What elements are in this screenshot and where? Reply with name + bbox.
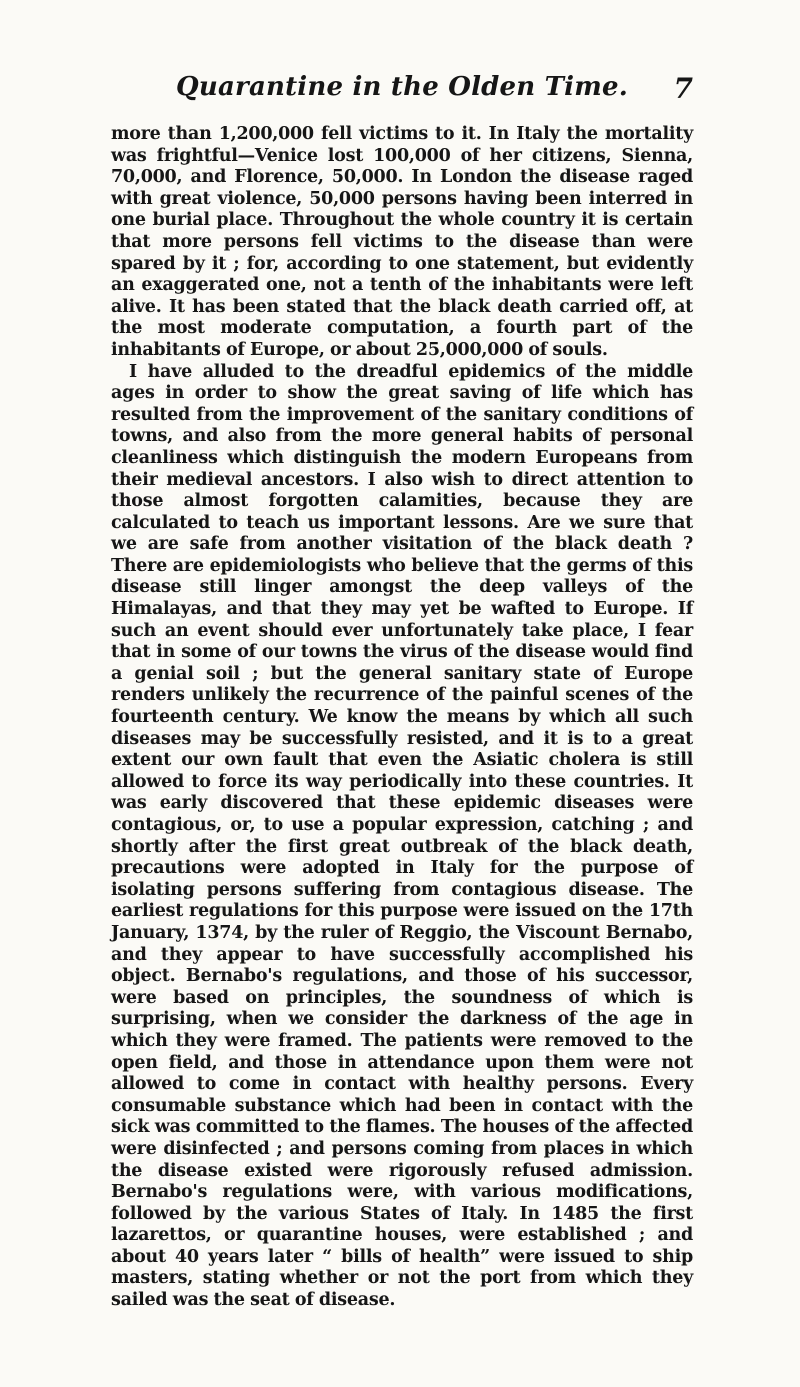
paragraph: more than 1,200,000 fell victims to it. In Italy the mortality was frightful—Venice lost 100,000 of her citizens, Sienna, 70,000, and Florence, 50,000. In London the disease raged with great violence, 50,000 persons having been interred in one burial place. Throughout the whole country it is certain that more persons fell victims to the disease than were spared by it ; for, according to one statement, but evidently an exaggerated one, not a tenth of the inhabitants were left alive. It has been stated that the black death carried off, at the most moderate computation, a fourth part of the inhabitants of Europe, or about 25,000,000 of souls. [111, 124, 693, 360]
body-text [111, 124, 693, 1312]
page-header [111, 72, 693, 112]
running-title: Quarantine in the Olden Time. [176, 72, 628, 102]
paragraph: I have alluded to the dreadful epidemics of the middle ages in order to show the great saving of life which has resulted from the improvement of the sanitary conditions of towns, and also from the more general habits of personal cleanliness which distinguish the modern Europeans from their medieval ancestors. I also wish to direct attention to those almost forgotten calamities, because they are calculated to teach us important lessons. Are we sure that we are safe from another visitation of the black death ? There are epidemiologists who believe that the germs of this disease still linger amongst the deep valleys of the Himalayas, and that they may yet be wafted to Europe. If such an event should ever unfortunately take place, I fear that in some of our towns the virus of the disease would find a genial soil ; but the general sanitary state of Europe renders unlikely the recurrence of the painful scenes of the fourteenth century. We know the means by which all such diseases may be successfully resisted, and it is to a great extent our own fault that even the Asiatic cholera is still allowed to force its way periodically into these countries. It was early discovered that these epidemic diseases were contagious, or, to use a popular expression, catching ; and shortly after the first great outbreak of the black death, precautions were adopted in Italy for the purpose of isolating persons suffering from contagious disease. The earliest regulations for this purpose were issued on the 17th January, 1374, by the ruler of Reggio, the Viscount Bernabo, and they appear to have successfully accomplished his object. Bernabo's regulations, and those of his successor, were based on principles, the soundness of which is surprising, when we consider the darkness of the age in which they were framed. The patients were removed to the open field, and those in attendance upon them were not allowed to come in contact with healthy persons. Every consumable substance which had been in contact with the sick was committed to the flames. The houses of the affected were disinfected ; and persons coming from places in which the disease existed were rigorously refused admission. Bernabo's regulations were, with various modifications, followed by the various States of Italy. In 1485 the first lazarettos, or quarantine houses, were established ; and about 40 years later “ bills of health” were issued to ship masters, stating whether or not the port from which they sailed was the seat of disease. [111, 361, 693, 1311]
page-number: 7 [673, 72, 693, 105]
